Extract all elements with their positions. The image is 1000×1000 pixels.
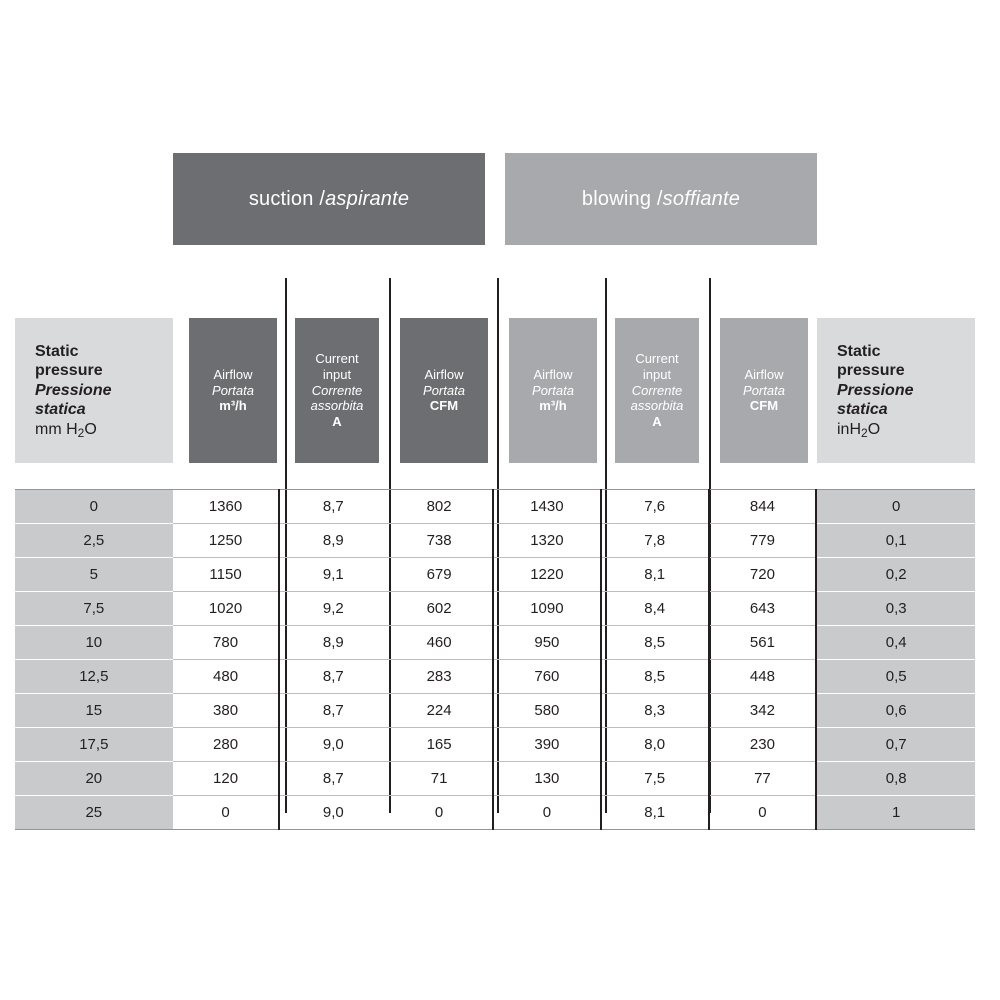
header-corrente: Corrente <box>311 382 363 398</box>
header-airflow: Airflow <box>424 366 464 382</box>
cell-static-pressure-inh2o: 0,5 <box>816 660 975 694</box>
table-cell: 1360 <box>173 490 280 524</box>
header-line-static: Static <box>35 342 79 360</box>
table-cell: 1150 <box>173 558 280 592</box>
table-cell: 120 <box>173 762 280 796</box>
table-cell: 165 <box>386 728 493 762</box>
table-cell: 602 <box>386 592 493 626</box>
header-current: Current <box>315 350 359 366</box>
cell-static-pressure-inh2o: 0,7 <box>816 728 975 762</box>
cell-static-pressure-mmh2o: 25 <box>15 796 173 830</box>
cell-static-pressure-inh2o: 0,4 <box>816 626 975 660</box>
table-cell: 8,9 <box>279 626 386 660</box>
header-input: input <box>642 366 672 382</box>
unit-sub: 2 <box>77 426 85 441</box>
table-cell: 8,4 <box>601 592 709 626</box>
table-row <box>15 728 975 762</box>
header-line-pressure: pressure <box>837 362 905 380</box>
banner-suction-it: aspirante <box>325 187 410 210</box>
cell-static-pressure-inh2o: 1 <box>816 796 975 830</box>
cell-static-pressure-inh2o: 0,2 <box>816 558 975 592</box>
table-cell: 1090 <box>493 592 601 626</box>
header-blowing-airflow-m3h <box>509 318 597 463</box>
cell-static-pressure-mmh2o: 2,5 <box>15 524 173 558</box>
cell-static-pressure-mmh2o: 20 <box>15 762 173 796</box>
table-cell: 802 <box>386 490 493 524</box>
table-cell: 0 <box>386 796 493 830</box>
table-cell: 720 <box>709 558 817 592</box>
unit-sub: 2 <box>861 426 868 441</box>
header-corrente: Corrente <box>631 382 683 398</box>
header-unit-ampere: A <box>332 414 342 430</box>
table-cell: 8,0 <box>601 728 709 762</box>
table-cell: 0 <box>493 796 601 830</box>
table-cell: 280 <box>173 728 280 762</box>
header-assorbita: assorbita <box>630 398 684 414</box>
header-blowing-airflow-cfm <box>720 318 808 463</box>
banner-blowing-it: soffiante <box>662 187 741 210</box>
table-cell: 844 <box>709 490 817 524</box>
banner-blowing-en: blowing / <box>581 187 663 210</box>
table-cell: 1020 <box>173 592 280 626</box>
table-cell: 130 <box>493 762 601 796</box>
header-airflow: Airflow <box>213 366 253 382</box>
table-cell: 1250 <box>173 524 280 558</box>
cell-static-pressure-mmh2o: 10 <box>15 626 173 660</box>
header-line-pressure: pressure <box>35 362 103 380</box>
table-cell: 643 <box>709 592 817 626</box>
table-cell: 380 <box>173 694 280 728</box>
cell-static-pressure-mmh2o: 7,5 <box>15 592 173 626</box>
unit-suffix: O <box>84 420 97 438</box>
header-line-pressione: Pressione <box>35 381 112 399</box>
cell-static-pressure-mmh2o: 12,5 <box>15 660 173 694</box>
table-cell: 1220 <box>493 558 601 592</box>
table-cell: 8,1 <box>601 796 709 830</box>
table-cell: 1320 <box>493 524 601 558</box>
table-cell: 9,1 <box>279 558 386 592</box>
table-body <box>15 490 975 830</box>
header-portata: Portata <box>212 382 254 398</box>
table-cell: 8,9 <box>279 524 386 558</box>
header-unit-m3h: m³/h <box>219 398 247 414</box>
table-cell: 8,7 <box>279 762 386 796</box>
table-cell: 8,7 <box>279 660 386 694</box>
table-cell: 230 <box>709 728 817 762</box>
table-cell: 0 <box>173 796 280 830</box>
header-line-statica: statica <box>837 401 888 419</box>
table-row <box>15 592 975 626</box>
header-static-pressure-inh2o <box>817 318 975 463</box>
header-current: Current <box>635 350 679 366</box>
table-cell: 8,5 <box>601 660 709 694</box>
table-row <box>15 660 975 694</box>
performance-data-table <box>15 489 975 830</box>
header-unit-cfm: CFM <box>429 398 459 414</box>
header-suction-airflow-m3h <box>189 318 277 463</box>
header-portata: Portata <box>743 382 785 398</box>
table-cell: 342 <box>709 694 817 728</box>
table-row <box>15 490 975 524</box>
unit-prefix: inH <box>837 420 862 438</box>
table-cell: 8,1 <box>601 558 709 592</box>
table-cell: 561 <box>709 626 817 660</box>
table-row <box>15 796 975 830</box>
header-input: input <box>322 366 352 382</box>
table-cell: 8,5 <box>601 626 709 660</box>
table-cell: 1430 <box>493 490 601 524</box>
table-cell: 8,3 <box>601 694 709 728</box>
table-row <box>15 694 975 728</box>
table-cell: 460 <box>386 626 493 660</box>
table-row <box>15 626 975 660</box>
table-cell: 9,2 <box>279 592 386 626</box>
header-unit-m3h: m³/h <box>539 398 567 414</box>
cell-static-pressure-inh2o: 0,6 <box>816 694 975 728</box>
header-unit-ampere: A <box>652 414 662 430</box>
table-cell: 0 <box>709 796 817 830</box>
table-cell: 8,7 <box>279 694 386 728</box>
table-cell: 77 <box>709 762 817 796</box>
table-cell: 679 <box>386 558 493 592</box>
table-cell: 9,0 <box>279 796 386 830</box>
table-cell: 7,6 <box>601 490 709 524</box>
table-cell: 390 <box>493 728 601 762</box>
header-line-pressione: Pressione <box>837 381 914 399</box>
table-cell: 950 <box>493 626 601 660</box>
table-cell: 71 <box>386 762 493 796</box>
table-row <box>15 524 975 558</box>
unit-suffix: O <box>867 420 881 438</box>
table-row <box>15 558 975 592</box>
cell-static-pressure-inh2o: 0,1 <box>816 524 975 558</box>
table-row <box>15 762 975 796</box>
cell-static-pressure-inh2o: 0,8 <box>816 762 975 796</box>
header-unit-cfm: CFM <box>749 398 779 414</box>
header-line-unit-mmh2o <box>35 420 97 440</box>
header-blowing-current-input <box>615 318 699 463</box>
table-cell: 8,7 <box>279 490 386 524</box>
header-suction-airflow-cfm <box>400 318 488 463</box>
header-line-static: Static <box>837 342 881 360</box>
table-cell: 580 <box>493 694 601 728</box>
table-cell: 224 <box>386 694 493 728</box>
cell-static-pressure-mmh2o: 17,5 <box>15 728 173 762</box>
header-static-pressure-mmh2o <box>15 318 173 463</box>
header-suction-current-input <box>295 318 379 463</box>
banner-blowing <box>505 153 817 245</box>
table-cell: 448 <box>709 660 817 694</box>
header-line-unit-inh2o <box>837 420 880 440</box>
cell-static-pressure-mmh2o: 0 <box>15 490 173 524</box>
header-portata: Portata <box>532 382 574 398</box>
header-line-statica: statica <box>35 401 86 419</box>
table-cell: 283 <box>386 660 493 694</box>
cell-static-pressure-mmh2o: 5 <box>15 558 173 592</box>
table-cell: 779 <box>709 524 817 558</box>
banner-suction <box>173 153 485 245</box>
cell-static-pressure-inh2o: 0,3 <box>816 592 975 626</box>
header-airflow: Airflow <box>744 366 784 382</box>
banner-suction-en: suction / <box>248 187 326 210</box>
cell-static-pressure-inh2o: 0 <box>816 490 975 524</box>
cell-static-pressure-mmh2o: 15 <box>15 694 173 728</box>
table-cell: 760 <box>493 660 601 694</box>
table-cell: 780 <box>173 626 280 660</box>
table-cell: 7,8 <box>601 524 709 558</box>
unit-prefix: mm H <box>35 420 78 438</box>
table-cell: 738 <box>386 524 493 558</box>
header-portata: Portata <box>423 382 465 398</box>
table-cell: 480 <box>173 660 280 694</box>
table-cell: 9,0 <box>279 728 386 762</box>
table-cell: 7,5 <box>601 762 709 796</box>
header-assorbita: assorbita <box>310 398 364 414</box>
header-airflow: Airflow <box>533 366 573 382</box>
